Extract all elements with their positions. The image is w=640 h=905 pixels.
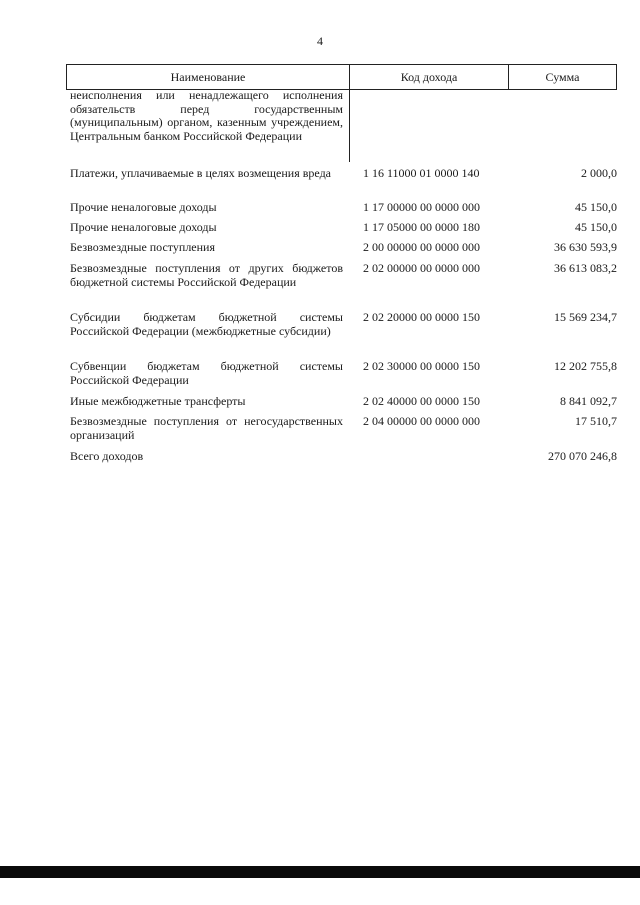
- row-name: Платежи, уплачиваемые в целях возмещения вреда: [70, 166, 331, 180]
- table-header: [66, 64, 617, 90]
- row-code: 2 04 00000 00 0000 000: [363, 414, 480, 428]
- row-name: Безвозмездные поступления от других бюджетов бюджетной системы Российской Федерации: [70, 261, 343, 289]
- row-name: Прочие неналоговые доходы: [70, 200, 217, 214]
- row-sum: 270 070 246,8: [548, 449, 617, 463]
- row-name: Безвозмездные поступления от негосударственных организаций: [70, 414, 343, 442]
- row-sum: 2 000,0: [581, 166, 617, 180]
- row-name: неисполнения или ненадлежащего исполнения обязательств перед государственным (муниципальным) органом, казенным учреждением, Центральным банком Российской Федерации: [70, 88, 343, 143]
- row-code: 2 02 20000 00 0000 150: [363, 310, 480, 324]
- page-number: 4: [317, 34, 323, 48]
- header-name: Наименование: [67, 65, 350, 89]
- row-code: 2 02 40000 00 0000 150: [363, 394, 480, 408]
- column-divider: [349, 88, 350, 162]
- row-sum: 36 613 083,2: [554, 261, 617, 275]
- row-name: Иные межбюджетные трансферты: [70, 394, 246, 408]
- row-sum: 45 150,0: [575, 220, 617, 234]
- row-code: 2 02 30000 00 0000 150: [363, 359, 480, 373]
- row-code: 2 02 00000 00 0000 000: [363, 261, 480, 275]
- row-sum: 45 150,0: [575, 200, 617, 214]
- row-code: 1 17 00000 00 0000 000: [363, 200, 480, 214]
- row-sum: 36 630 593,9: [554, 240, 617, 254]
- row-sum: 12 202 755,8: [554, 359, 617, 373]
- header-sum: Сумма: [545, 69, 580, 84]
- row-name: Безвозмездные поступления: [70, 240, 215, 254]
- row-name: Всего доходов: [70, 449, 144, 463]
- scan-edge-bar: [0, 866, 640, 878]
- row-name: Субвенции бюджетам бюджетной системы Российской Федерации: [70, 359, 343, 387]
- row-name: Субсидии бюджетам бюджетной системы Российской Федерации (межбюджетные субсидии): [70, 310, 343, 338]
- row-code: 1 16 11000 01 0000 140: [363, 166, 480, 180]
- row-code: 2 00 00000 00 0000 000: [363, 240, 480, 254]
- row-sum: 8 841 092,7: [560, 394, 617, 408]
- row-name: Прочие неналоговые доходы: [70, 220, 217, 234]
- row-code: 1 17 05000 00 0000 180: [363, 220, 480, 234]
- row-sum: 15 569 234,7: [554, 310, 617, 324]
- header-code: Код дохода: [350, 65, 509, 89]
- row-sum: 17 510,7: [575, 414, 617, 428]
